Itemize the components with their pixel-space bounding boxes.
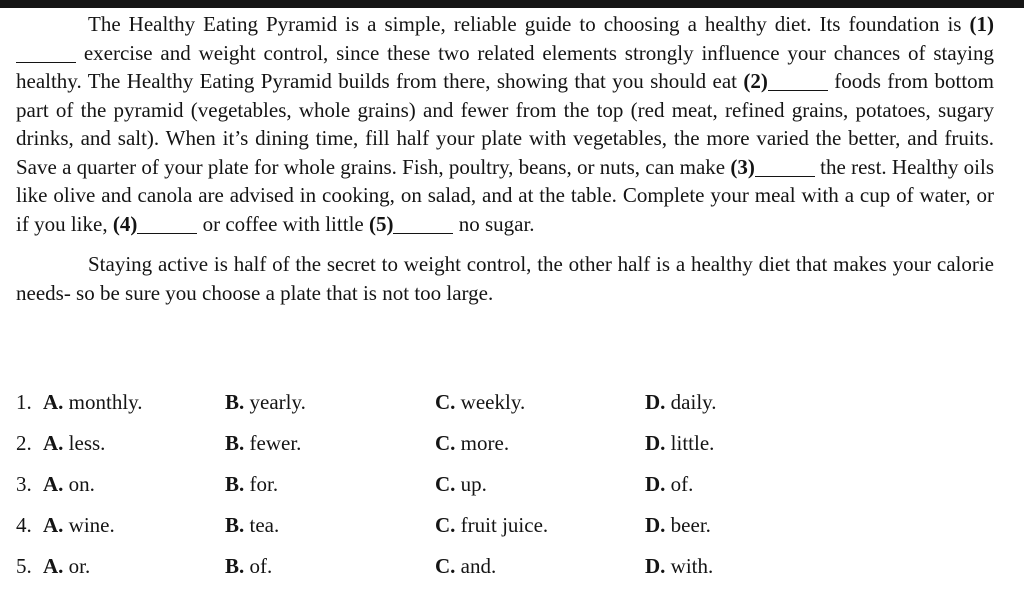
- blank-number: (2): [743, 69, 768, 93]
- fill-in-blank[interactable]: [768, 69, 828, 91]
- option-text: on.: [68, 472, 95, 496]
- passage-text: foods from bottom part of the pyramid (vegetables, whole grains) and fewer from the top (red meat, refined grains, potatoes, sugary drinks, and salt). When it’s dining time, fill half your plate with vegetables, the more varied the better, and fruits. Save a quarter of your plate for whole grains. Fish, poultry, beans, or nuts, can make: [16, 69, 994, 179]
- option-letter: A.: [43, 431, 64, 455]
- option-text: little.: [670, 431, 715, 455]
- answer-option[interactable]: [435, 431, 509, 456]
- blank-number: (1): [969, 12, 994, 36]
- option-text: less.: [68, 431, 106, 455]
- blank-number: (5): [368, 211, 394, 236]
- reading-passage: [16, 10, 994, 307]
- option-text: yearly.: [249, 390, 306, 414]
- passage-text: the rest. Healthy oils like olive and canola are advised in cooking, on salad, and at the table. Complete your meal with a cup of water, or if you like,: [16, 154, 994, 236]
- option-text: or.: [68, 554, 91, 578]
- option-letter: B.: [225, 472, 245, 496]
- option-letter: D.: [645, 554, 666, 578]
- question-row: [16, 554, 816, 595]
- answer-option[interactable]: [645, 554, 713, 579]
- fill-in-blank[interactable]: [755, 155, 815, 177]
- option-text: weekly.: [460, 390, 526, 414]
- option-letter: C.: [435, 554, 456, 578]
- option-letter: C.: [435, 472, 456, 496]
- answer-option[interactable]: [225, 554, 272, 579]
- answer-option[interactable]: [435, 554, 496, 579]
- fill-in-blank[interactable]: [16, 41, 76, 63]
- blank-number: (3): [730, 154, 755, 179]
- answer-option[interactable]: [435, 390, 525, 415]
- question-number: 5.: [16, 554, 32, 578]
- question-number: 3.: [16, 472, 32, 496]
- answer-option[interactable]: [645, 472, 693, 497]
- passage-text: The Healthy Eating Pyramid is a simple, reliable guide to choosing a healthy diet. Its foundation is: [88, 12, 970, 36]
- option-letter: B.: [225, 390, 245, 414]
- option-letter: C.: [435, 390, 456, 414]
- question-row: [16, 431, 816, 472]
- option-letter: D.: [645, 472, 666, 496]
- option-text: tea.: [249, 513, 280, 537]
- option-text: fewer.: [249, 431, 302, 455]
- question-number: 1.: [16, 390, 32, 414]
- option-text: of.: [670, 472, 694, 496]
- answer-option[interactable]: [645, 390, 717, 415]
- fill-in-blank[interactable]: [137, 212, 197, 234]
- option-letter: D.: [645, 390, 666, 414]
- answer-option[interactable]: [43, 554, 90, 579]
- answer-option[interactable]: [43, 472, 95, 497]
- top-border: [0, 0, 1024, 8]
- option-text: monthly.: [68, 390, 143, 414]
- option-text: up.: [460, 472, 487, 496]
- answer-options: [16, 390, 816, 595]
- option-letter: A.: [43, 554, 64, 578]
- answer-option[interactable]: [225, 390, 306, 415]
- answer-option[interactable]: [645, 431, 714, 456]
- question-number: 4.: [16, 513, 32, 537]
- answer-option[interactable]: [435, 513, 548, 538]
- option-letter: B.: [225, 513, 245, 537]
- option-letter: B.: [225, 554, 245, 578]
- option-text: and.: [460, 554, 497, 578]
- answer-option[interactable]: [43, 390, 143, 415]
- answer-option[interactable]: [43, 431, 105, 456]
- option-text: daily.: [670, 390, 717, 414]
- option-letter: C.: [435, 513, 456, 537]
- passage-text: or coffee with little: [197, 211, 369, 236]
- option-text: of.: [249, 554, 273, 578]
- option-letter: A.: [43, 513, 64, 537]
- answer-option[interactable]: [225, 472, 278, 497]
- option-text: wine.: [68, 513, 115, 537]
- fill-in-blank[interactable]: [393, 212, 453, 234]
- answer-option[interactable]: [225, 513, 279, 538]
- option-text: fruit juice.: [460, 513, 549, 537]
- blank-number: (4): [112, 211, 138, 236]
- option-letter: D.: [645, 513, 666, 537]
- option-letter: A.: [43, 472, 64, 496]
- option-text: with.: [670, 554, 714, 578]
- question-number: 2.: [16, 431, 32, 455]
- option-letter: A.: [43, 390, 64, 414]
- option-text: more.: [460, 431, 510, 455]
- option-letter: C.: [435, 431, 456, 455]
- passage-text: exercise and weight control, since these two related elements strongly influence your chances of staying healthy. The Healthy Eating Pyramid builds from there, showing that you should eat: [16, 40, 994, 93]
- question-row: [16, 390, 816, 431]
- answer-option[interactable]: [645, 513, 711, 538]
- option-letter: D.: [645, 431, 666, 455]
- answer-option[interactable]: [435, 472, 487, 497]
- passage-paragraph-2: Staying active is half of the secret to weight control, the other half is a healthy diet that makes your calorie needs- so be sure you choose a plate that is not too large.: [16, 252, 994, 305]
- answer-option[interactable]: [225, 431, 301, 456]
- passage-paragraph-1: [16, 10, 994, 238]
- option-letter: B.: [225, 431, 245, 455]
- option-text: for.: [249, 472, 279, 496]
- option-text: beer.: [670, 513, 711, 537]
- question-row: [16, 513, 816, 554]
- answer-option[interactable]: [43, 513, 115, 538]
- question-row: [16, 472, 816, 513]
- passage-text: no sugar.: [453, 211, 535, 236]
